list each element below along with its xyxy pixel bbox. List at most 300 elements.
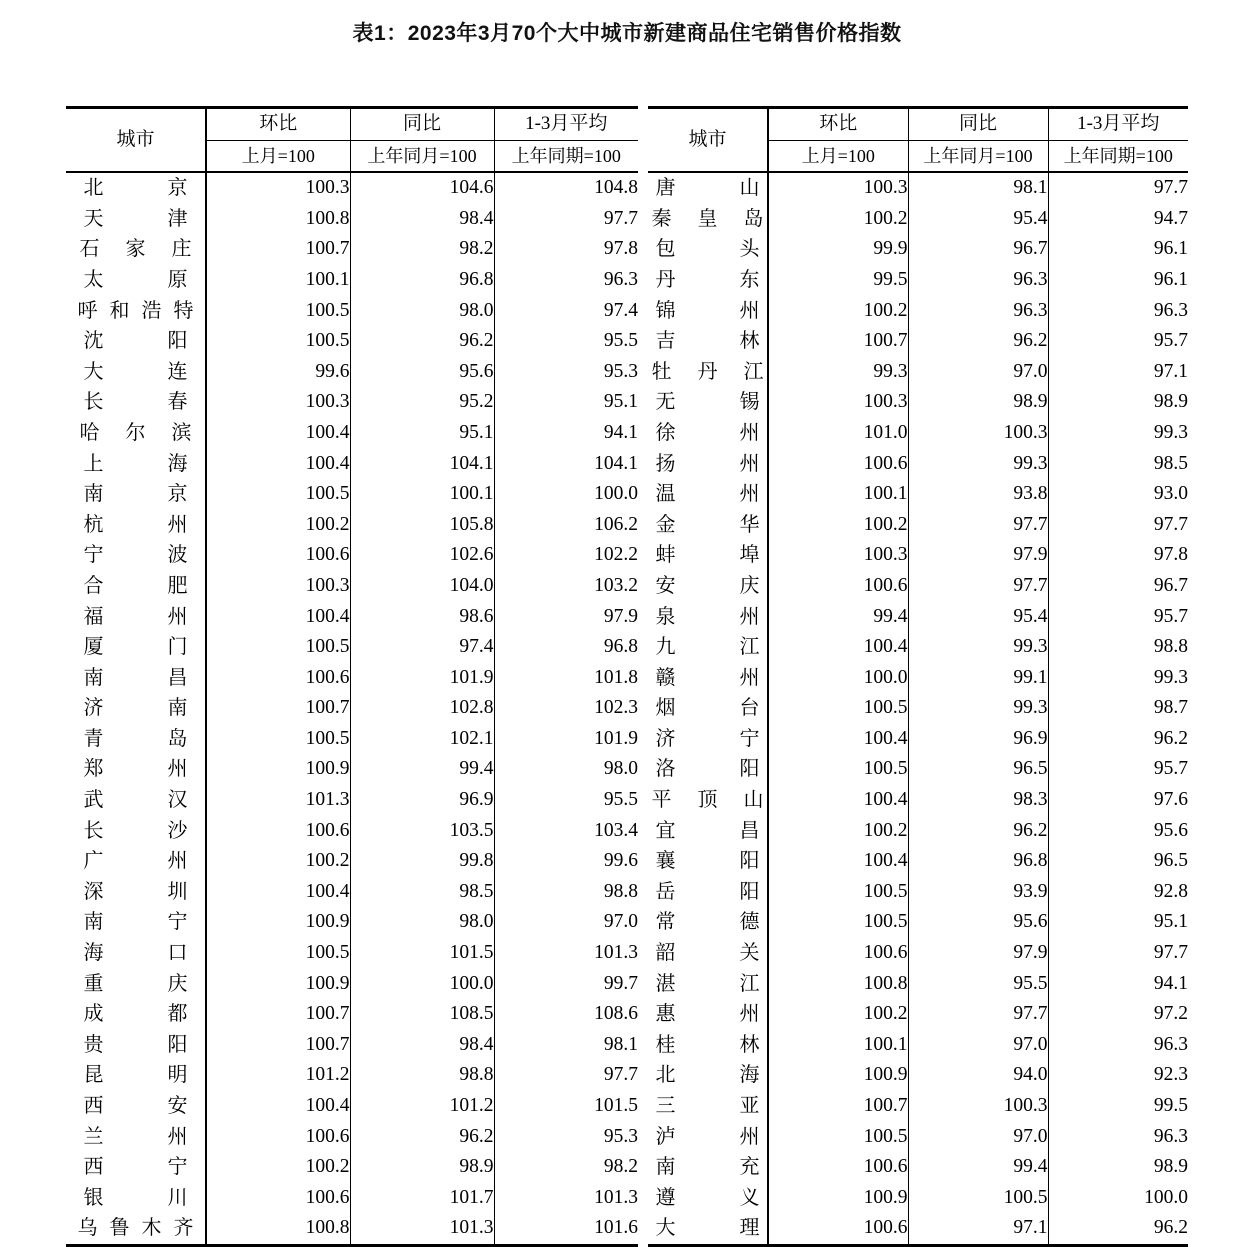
city-name-cell: 北海 [648, 1060, 768, 1091]
city-name-cell: 南京 [66, 479, 206, 510]
city-name-cell: 南昌 [66, 663, 206, 694]
col-subheader-yoy-base: 上年同月=100 [908, 140, 1048, 172]
table-row [648, 326, 1188, 357]
value-cell: 100.7 [206, 693, 350, 724]
table-row [66, 1122, 638, 1153]
table-row [648, 816, 1188, 847]
table-row [66, 357, 638, 388]
city-name-cell: 赣州 [648, 663, 768, 694]
city-name-cell: 呼和浩特 [66, 296, 206, 327]
value-cell: 99.3 [1153, 666, 1188, 688]
city-name-cell: 宁波 [66, 540, 206, 571]
city-name-cell: 福州 [66, 602, 206, 633]
table-row [66, 907, 638, 938]
table-row [66, 632, 638, 663]
value-cell: 96.2 [1153, 727, 1188, 749]
city-name-cell: 惠州 [648, 999, 768, 1030]
value-cell: 104.0 [350, 571, 494, 602]
value-cell: 95.6 [908, 907, 1048, 938]
table-row [648, 510, 1188, 541]
table-row [648, 387, 1188, 418]
value-cell: 108.5 [350, 999, 494, 1030]
value-cell: 100.6 [768, 449, 908, 480]
city-name-cell: 乌鲁木齐 [66, 1213, 206, 1245]
value-cell: 100.9 [768, 1183, 908, 1214]
table-row [66, 877, 638, 908]
city-name-cell: 三亚 [648, 1091, 768, 1122]
value-cell: 100.2 [206, 510, 350, 541]
value-cell: 97.7 [1153, 942, 1188, 964]
value-cell: 100.0 [350, 969, 494, 1000]
value-cell: 100.4 [768, 724, 908, 755]
value-cell: 100.5 [768, 1122, 908, 1153]
value-cell: 100.4 [206, 449, 350, 480]
value-cell: 100.5 [206, 938, 350, 969]
value-cell: 100.8 [768, 969, 908, 1000]
col-header-city: 城市 [648, 108, 768, 173]
value-cell: 100.3 [768, 540, 908, 571]
table-row [648, 449, 1188, 480]
value-cell: 100.6 [768, 571, 908, 602]
value-cell: 100.5 [206, 632, 350, 663]
city-name-cell: 桂林 [648, 1030, 768, 1061]
value-cell: 97.1 [908, 1213, 1048, 1245]
city-name-cell: 杭州 [66, 510, 206, 541]
table-row [648, 693, 1188, 724]
col-header-yoy: 同比 [908, 108, 1048, 141]
value-cell: 97.7 [1153, 177, 1188, 199]
value-cell: 101.3 [350, 1213, 494, 1245]
table-row [648, 1091, 1188, 1122]
value-cell: 94.1 [1153, 972, 1188, 994]
value-cell: 100.5 [768, 907, 908, 938]
value-cell: 98.6 [350, 602, 494, 633]
value-cell: 95.1 [603, 391, 638, 413]
header-row-groups [66, 108, 638, 141]
col-subheader-mom-base: 上月=100 [768, 140, 908, 172]
city-name-cell: 平顶山 [648, 785, 768, 816]
value-cell: 97.7 [908, 999, 1048, 1030]
value-cell: 100.7 [768, 326, 908, 357]
value-cell: 100.9 [206, 907, 350, 938]
table-row [648, 938, 1188, 969]
value-cell: 97.9 [603, 605, 638, 627]
city-name-cell: 襄阳 [648, 846, 768, 877]
table-row [66, 969, 638, 1000]
value-cell: 97.8 [1153, 544, 1188, 566]
value-cell: 96.7 [908, 234, 1048, 265]
value-cell: 98.2 [603, 1156, 638, 1178]
value-cell: 98.0 [603, 758, 638, 780]
value-cell: 96.5 [1153, 850, 1188, 872]
col-header-avg: 1-3月平均 [1048, 108, 1188, 141]
table-row [648, 1152, 1188, 1183]
value-cell: 100.2 [768, 204, 908, 235]
value-cell: 105.8 [350, 510, 494, 541]
city-name-cell: 南宁 [66, 907, 206, 938]
value-cell: 96.2 [908, 326, 1048, 357]
value-cell: 97.9 [908, 938, 1048, 969]
value-cell: 98.0 [350, 907, 494, 938]
value-cell: 98.9 [908, 387, 1048, 418]
table-row [648, 663, 1188, 694]
value-cell: 96.9 [908, 724, 1048, 755]
col-header-yoy: 同比 [350, 108, 494, 141]
value-cell: 100.7 [206, 999, 350, 1030]
value-cell: 100.3 [768, 387, 908, 418]
value-cell: 95.5 [603, 330, 638, 352]
value-cell: 97.4 [603, 299, 638, 321]
city-name-cell: 上海 [66, 449, 206, 480]
table-row [648, 265, 1188, 296]
value-cell: 100.6 [768, 1152, 908, 1183]
value-cell: 100.4 [206, 1091, 350, 1122]
table-row [648, 1213, 1188, 1245]
value-cell: 95.3 [603, 1125, 638, 1147]
value-cell: 100.2 [206, 1152, 350, 1183]
city-name-cell: 天津 [66, 204, 206, 235]
value-cell: 100.7 [206, 234, 350, 265]
value-cell: 100.5 [206, 326, 350, 357]
city-name-cell: 哈尔滨 [66, 418, 206, 449]
city-name-cell: 南充 [648, 1152, 768, 1183]
value-cell: 100.2 [768, 816, 908, 847]
value-cell: 94.0 [908, 1060, 1048, 1091]
value-cell: 100.9 [206, 754, 350, 785]
table-body-left [66, 172, 638, 1245]
value-cell: 100.0 [768, 663, 908, 694]
col-header-mom: 环比 [768, 108, 908, 141]
city-name-cell: 无锡 [648, 387, 768, 418]
value-cell: 95.6 [350, 357, 494, 388]
city-name-cell: 北京 [66, 172, 206, 204]
city-name-cell: 九江 [648, 632, 768, 663]
value-cell: 99.3 [768, 357, 908, 388]
table-row [648, 877, 1188, 908]
value-cell: 96.9 [350, 785, 494, 816]
value-cell: 96.1 [1153, 268, 1188, 290]
value-cell: 100.5 [908, 1183, 1048, 1214]
value-cell: 96.8 [603, 636, 638, 658]
city-name-cell: 吉林 [648, 326, 768, 357]
city-name-cell: 洛阳 [648, 754, 768, 785]
table-row [66, 999, 638, 1030]
value-cell: 99.6 [603, 850, 638, 872]
value-cell: 99.4 [350, 754, 494, 785]
table-row [66, 172, 638, 204]
value-cell: 104.1 [350, 449, 494, 480]
value-cell: 100.1 [206, 265, 350, 296]
table-row [66, 754, 638, 785]
city-name-cell: 大理 [648, 1213, 768, 1245]
city-name-cell: 牡丹江 [648, 357, 768, 388]
value-cell: 98.4 [350, 204, 494, 235]
value-cell: 100.5 [768, 693, 908, 724]
header-row-groups [648, 108, 1188, 141]
value-cell: 101.3 [594, 1186, 638, 1208]
table-row [648, 1060, 1188, 1091]
col-header-mom: 环比 [206, 108, 350, 141]
table-row [66, 418, 638, 449]
value-cell: 97.7 [1153, 513, 1188, 535]
table-row [648, 999, 1188, 1030]
value-cell: 101.0 [768, 418, 908, 449]
value-cell: 100.6 [206, 540, 350, 571]
value-cell: 100.0 [1144, 1186, 1188, 1208]
city-name-cell: 兰州 [66, 1122, 206, 1153]
value-cell: 98.4 [350, 1030, 494, 1061]
table-row [66, 265, 638, 296]
table-row [66, 1030, 638, 1061]
value-cell: 94.1 [603, 421, 638, 443]
value-cell: 100.3 [908, 1091, 1048, 1122]
value-cell: 97.7 [603, 1064, 638, 1086]
value-cell: 92.3 [1153, 1064, 1188, 1086]
table-row [648, 969, 1188, 1000]
value-cell: 100.6 [206, 663, 350, 694]
value-cell: 100.7 [206, 1030, 350, 1061]
city-name-cell: 沈阳 [66, 326, 206, 357]
city-name-cell: 广州 [66, 846, 206, 877]
city-name-cell: 扬州 [648, 449, 768, 480]
value-cell: 100.5 [206, 479, 350, 510]
col-header-avg: 1-3月平均 [494, 108, 638, 141]
value-cell: 98.9 [1153, 1156, 1188, 1178]
city-name-cell: 济南 [66, 693, 206, 724]
value-cell: 96.2 [908, 816, 1048, 847]
city-name-cell: 太原 [66, 265, 206, 296]
value-cell: 100.3 [206, 172, 350, 204]
table-row [66, 602, 638, 633]
table-head-left [66, 108, 638, 173]
value-cell: 95.1 [1153, 911, 1188, 933]
value-cell: 96.1 [1153, 238, 1188, 260]
value-cell: 96.3 [1153, 1033, 1188, 1055]
table-row [66, 938, 638, 969]
value-cell: 100.2 [206, 846, 350, 877]
value-cell: 101.6 [594, 1217, 638, 1239]
value-cell: 98.8 [350, 1060, 494, 1091]
city-name-cell: 宜昌 [648, 816, 768, 847]
table-row [648, 724, 1188, 755]
value-cell: 95.1 [350, 418, 494, 449]
value-cell: 100.0 [594, 483, 638, 505]
value-cell: 104.1 [594, 452, 638, 474]
value-cell: 95.4 [908, 204, 1048, 235]
value-cell: 93.9 [908, 877, 1048, 908]
value-cell: 100.5 [206, 724, 350, 755]
table-row [648, 1183, 1188, 1214]
city-name-cell: 温州 [648, 479, 768, 510]
value-cell: 100.4 [206, 877, 350, 908]
table-body-right [648, 172, 1188, 1245]
city-name-cell: 海口 [66, 938, 206, 969]
value-cell: 100.6 [768, 1213, 908, 1245]
city-name-cell: 长沙 [66, 816, 206, 847]
table-row [648, 754, 1188, 785]
city-name-cell: 郑州 [66, 754, 206, 785]
value-cell: 99.6 [206, 357, 350, 388]
value-cell: 100.5 [768, 754, 908, 785]
value-cell: 102.2 [594, 544, 638, 566]
city-name-cell: 银川 [66, 1183, 206, 1214]
value-cell: 96.8 [908, 846, 1048, 877]
value-cell: 100.6 [768, 938, 908, 969]
table-row [648, 907, 1188, 938]
value-cell: 96.2 [350, 326, 494, 357]
value-cell: 93.8 [908, 479, 1048, 510]
value-cell: 95.7 [1153, 330, 1188, 352]
city-name-cell: 韶关 [648, 938, 768, 969]
value-cell: 97.0 [908, 1030, 1048, 1061]
value-cell: 99.5 [1153, 1095, 1188, 1116]
table-row [66, 663, 638, 694]
table-row [648, 785, 1188, 816]
value-cell: 101.9 [350, 663, 494, 694]
col-subheader-avg-base: 上年同期=100 [494, 140, 638, 172]
value-cell: 100.4 [206, 418, 350, 449]
value-cell: 100.8 [206, 1213, 350, 1245]
city-name-cell: 厦门 [66, 632, 206, 663]
city-name-cell: 西安 [66, 1091, 206, 1122]
value-cell: 103.5 [350, 816, 494, 847]
city-name-cell: 深圳 [66, 877, 206, 908]
value-cell: 101.7 [350, 1183, 494, 1214]
value-cell: 96.3 [603, 268, 638, 290]
value-cell: 98.5 [350, 877, 494, 908]
value-cell: 100.4 [206, 602, 350, 633]
value-cell: 95.2 [350, 387, 494, 418]
city-name-cell: 丹东 [648, 265, 768, 296]
value-cell: 102.8 [350, 693, 494, 724]
city-name-cell: 青岛 [66, 724, 206, 755]
table-row [648, 602, 1188, 633]
value-cell: 97.9 [908, 540, 1048, 571]
value-cell: 99.5 [768, 265, 908, 296]
table-row [66, 785, 638, 816]
price-index-table-left [66, 106, 638, 1247]
table-row [648, 357, 1188, 388]
table-row [66, 296, 638, 327]
value-cell: 93.0 [1153, 483, 1188, 505]
city-name-cell: 贵阳 [66, 1030, 206, 1061]
value-cell: 95.5 [603, 789, 638, 811]
value-cell: 97.8 [603, 238, 638, 260]
value-cell: 104.8 [594, 177, 638, 199]
value-cell: 96.8 [350, 265, 494, 296]
city-name-cell: 合肥 [66, 571, 206, 602]
value-cell: 97.2 [1153, 1003, 1188, 1025]
city-name-cell: 蚌埠 [648, 540, 768, 571]
value-cell: 95.7 [1153, 758, 1188, 780]
table-head-right [648, 108, 1188, 173]
table-row [66, 724, 638, 755]
table-row [648, 296, 1188, 327]
value-cell: 98.2 [350, 234, 494, 265]
city-name-cell: 重庆 [66, 969, 206, 1000]
value-cell: 102.3 [594, 697, 638, 719]
value-cell: 102.6 [350, 540, 494, 571]
value-cell: 99.3 [908, 693, 1048, 724]
table-row [66, 1183, 638, 1214]
value-cell: 100.1 [768, 479, 908, 510]
value-cell: 100.4 [768, 846, 908, 877]
value-cell: 100.1 [350, 479, 494, 510]
value-cell: 97.4 [350, 632, 494, 663]
table-row [648, 418, 1188, 449]
city-name-cell: 西宁 [66, 1152, 206, 1183]
value-cell: 98.1 [603, 1033, 638, 1055]
table-row [648, 479, 1188, 510]
city-name-cell: 昆明 [66, 1060, 206, 1091]
col-header-city: 城市 [66, 108, 206, 173]
value-cell: 101.3 [594, 942, 638, 964]
city-name-cell: 遵义 [648, 1183, 768, 1214]
value-cell: 101.8 [594, 666, 638, 688]
value-cell: 99.4 [908, 1152, 1048, 1183]
city-name-cell: 岳阳 [648, 877, 768, 908]
value-cell: 95.5 [908, 969, 1048, 1000]
value-cell: 96.2 [1153, 1217, 1188, 1239]
city-name-cell: 常德 [648, 907, 768, 938]
table-row [66, 1213, 638, 1245]
value-cell: 98.3 [908, 785, 1048, 816]
value-cell: 100.2 [768, 510, 908, 541]
value-cell: 100.3 [908, 418, 1048, 449]
value-cell: 108.6 [594, 1003, 638, 1025]
value-cell: 101.9 [594, 727, 638, 749]
table-row [66, 449, 638, 480]
value-cell: 104.6 [350, 172, 494, 204]
value-cell: 98.9 [1153, 391, 1188, 413]
city-name-cell: 徐州 [648, 418, 768, 449]
city-name-cell: 包头 [648, 234, 768, 265]
city-name-cell: 济宁 [648, 724, 768, 755]
value-cell: 96.7 [1153, 574, 1188, 596]
value-cell: 98.8 [1153, 636, 1188, 658]
value-cell: 101.5 [594, 1095, 638, 1116]
value-cell: 96.3 [1153, 299, 1188, 321]
value-cell: 99.7 [603, 972, 638, 994]
table-row [648, 172, 1188, 204]
value-cell: 100.3 [206, 387, 350, 418]
col-subheader-avg-base: 上年同期=100 [1048, 140, 1188, 172]
table-row [66, 816, 638, 847]
value-cell: 103.4 [594, 819, 638, 841]
value-cell: 99.1 [908, 663, 1048, 694]
table-row [648, 204, 1188, 235]
tables-container [0, 106, 1254, 1247]
value-cell: 99.3 [1153, 421, 1188, 443]
table-row [66, 571, 638, 602]
value-cell: 95.7 [1153, 605, 1188, 627]
value-cell: 99.9 [768, 234, 908, 265]
city-name-cell: 长春 [66, 387, 206, 418]
value-cell: 97.0 [908, 1122, 1048, 1153]
value-cell: 100.1 [768, 1030, 908, 1061]
table-row [648, 571, 1188, 602]
value-cell: 98.1 [908, 172, 1048, 204]
table-row [66, 479, 638, 510]
city-name-cell: 安庆 [648, 571, 768, 602]
city-name-cell: 成都 [66, 999, 206, 1030]
table-row [648, 1030, 1188, 1061]
table-row [66, 1060, 638, 1091]
value-cell: 101.5 [350, 938, 494, 969]
value-cell: 97.7 [908, 510, 1048, 541]
value-cell: 101.3 [206, 785, 350, 816]
table-row [648, 632, 1188, 663]
